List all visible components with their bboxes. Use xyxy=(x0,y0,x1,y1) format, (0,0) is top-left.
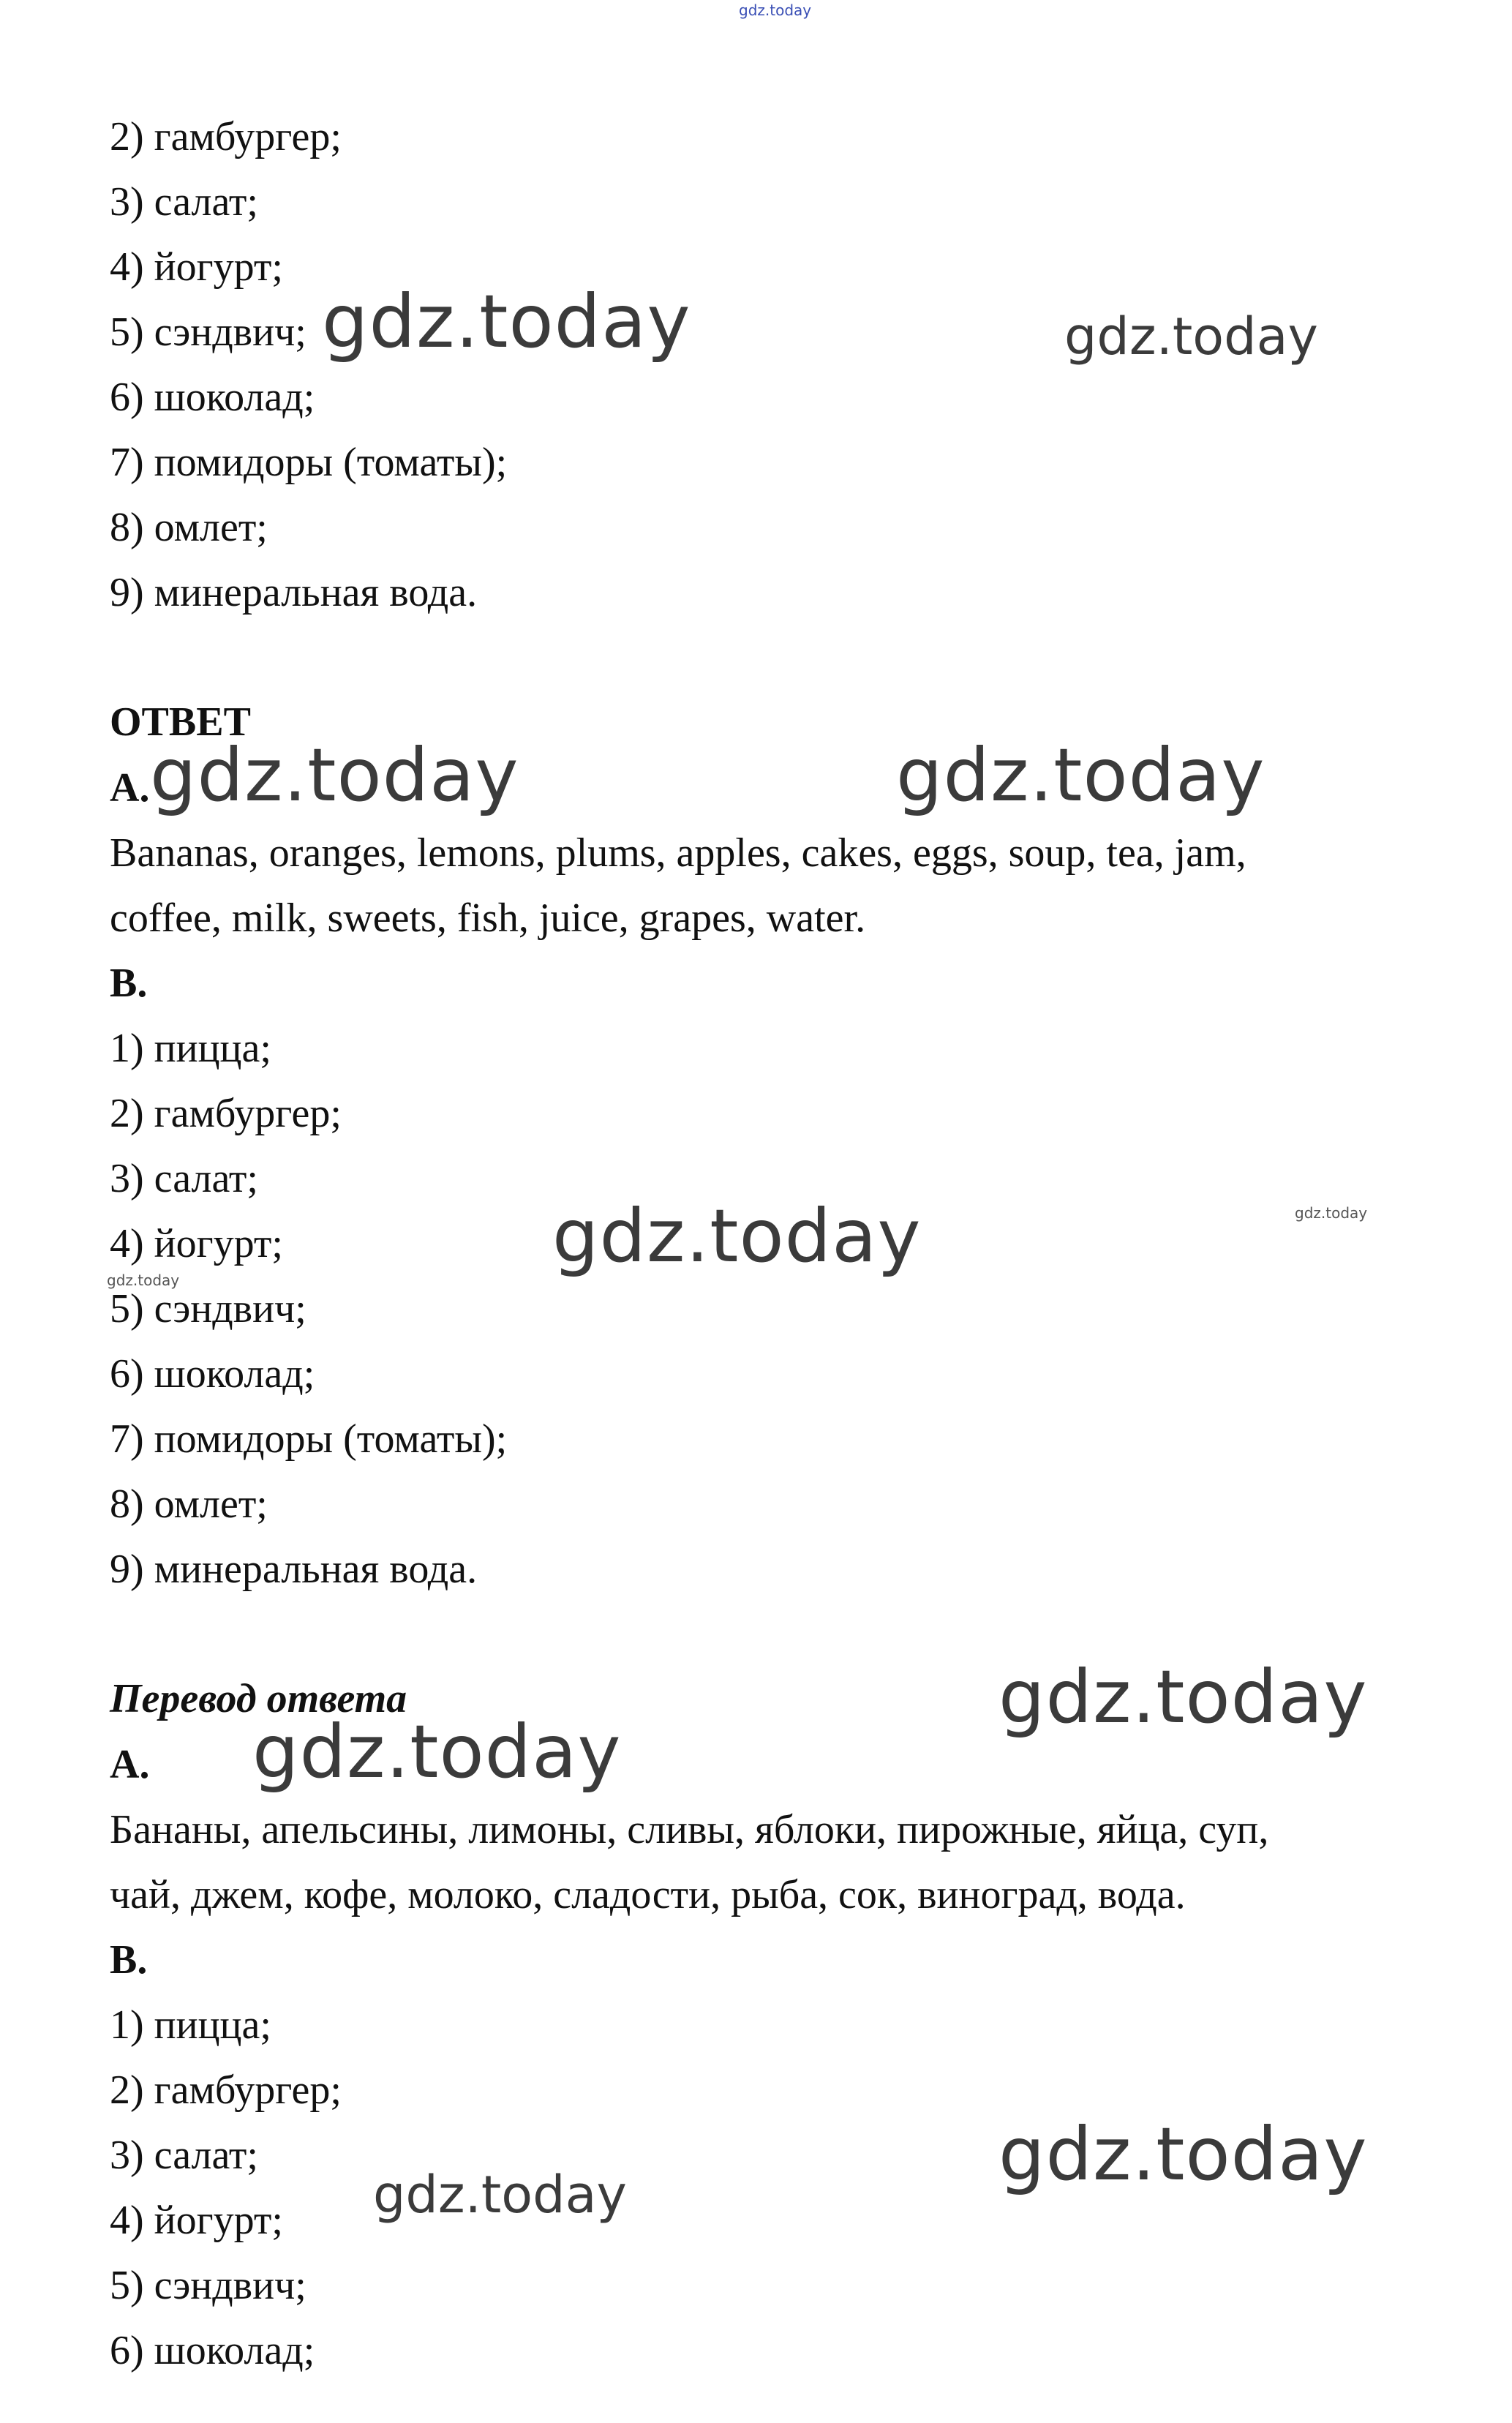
watermark: gdz.today xyxy=(896,732,1265,818)
watermark-top: gdz.today xyxy=(739,1,812,19)
list-item: 6) шоколад; xyxy=(110,375,315,420)
list-item: 6) шоколад; xyxy=(110,2328,315,2373)
list-item: 8) омлет; xyxy=(110,505,268,550)
answer-a-label: А. xyxy=(110,765,150,811)
watermark: gdz.today xyxy=(998,1654,1368,1740)
answer-heading: ОТВЕТ xyxy=(110,699,251,745)
list-item: 6) шоколад; xyxy=(110,1351,315,1397)
list-item: 3) салат; xyxy=(110,1156,258,1201)
watermark: gdz.today xyxy=(1064,307,1318,367)
list-item: 5) сэндвич; xyxy=(110,309,306,355)
watermark: gdz.today xyxy=(322,279,691,364)
list-item: 4) йогурт; xyxy=(110,1221,283,1266)
translation-a-label: А. xyxy=(110,1742,150,1787)
list-item: 3) салат; xyxy=(110,2133,258,2178)
list-item: 5) сэндвич; xyxy=(110,1286,306,1331)
answer-b-label: В. xyxy=(110,961,148,1006)
list-item: 7) помидоры (томаты); xyxy=(110,1416,508,1462)
list-item: 2) гамбургер; xyxy=(110,1091,342,1136)
watermark: gdz.today xyxy=(552,1193,922,1279)
answer-a-line-2: coffee, milk, sweets, fish, juice, grapes, water. xyxy=(110,895,866,941)
list-item: 7) помидоры (томаты); xyxy=(110,440,508,485)
list-item: 9) минеральная вода. xyxy=(110,1547,478,1592)
list-item: 8) омлет; xyxy=(110,1481,268,1527)
list-item: 1) пицца; xyxy=(110,2002,271,2048)
watermark: gdz.today xyxy=(252,1709,622,1795)
translation-a-line-1: Бананы, апельсины, лимоны, сливы, яблоки, пирожные, яйца, суп, xyxy=(110,1807,1269,1852)
watermark: gdz.today xyxy=(107,1271,180,1289)
translation-b-label: В. xyxy=(110,1937,148,1983)
list-item: 5) сэндвич; xyxy=(110,2263,306,2308)
translation-heading: Перевод ответа xyxy=(110,1676,407,1721)
watermark: gdz.today xyxy=(1295,1204,1368,1222)
list-item: 4) йогурт; xyxy=(110,2198,283,2243)
translation-a-line-2: чай, джем, кофе, молоко, сладости, рыба, сок, виноград, вода. xyxy=(110,1872,1186,1917)
list-item: 1) пицца; xyxy=(110,1026,271,1071)
list-item: 3) салат; xyxy=(110,179,258,225)
watermark: gdz.today xyxy=(998,2111,1368,2197)
list-item: 9) минеральная вода. xyxy=(110,570,478,615)
list-item: 2) гамбургер; xyxy=(110,114,342,159)
list-item: 2) гамбургер; xyxy=(110,2067,342,2113)
answer-a-line-1: Bananas, oranges, lemons, plums, apples, cakes, eggs, soup, tea, jam, xyxy=(110,830,1246,876)
list-item: 4) йогурт; xyxy=(110,244,283,290)
watermark: gdz.today xyxy=(150,732,519,818)
watermark: gdz.today xyxy=(373,2165,627,2225)
